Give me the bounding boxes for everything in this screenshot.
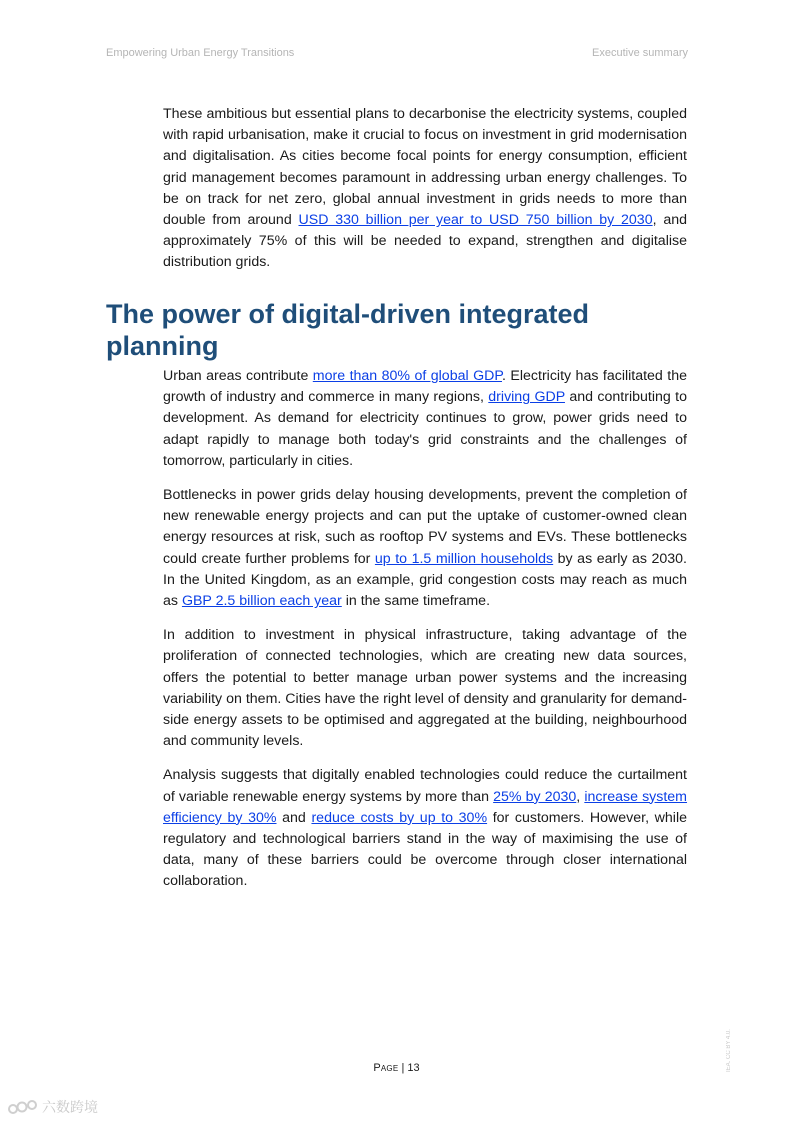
intro-text-1: These ambitious but essential plans to decarbonise the electricity systems, coupled with rapid urbanisation, make it crucial to focus on investment in grid modernisation and digitalisation. As cities become focal points for energy consumption, efficient grid management becomes paramount in addressing urban energy challenges. To be on track for net zero, global annual investment in grids needs to more than double from around — [163, 106, 687, 229]
p2-text-2: by as early as 2030. In the United Kingdom, as an example, grid congestion costs may reach as much as — [163, 550, 687, 610]
intro-paragraph — [163, 104, 687, 274]
link-gbp-congestion-cost[interactable]: GBP 2.5 billion each year — [181, 593, 342, 610]
watermark-text: 六数跨境 — [42, 1099, 98, 1115]
p2-text-3: in the same timeframe. — [341, 593, 491, 610]
p1-text-2: . Electricity has facilitated the growth of industry and commerce in many regions, — [163, 368, 687, 406]
p2-text-1: Bottlenecks in power grids delay housing developments, prevent the completion of new renewable energy projects and can put the uptake of customer-owned clean energy resources at risk, such as rooftop PV systems and EVs. These bottlenecks could create further problems for — [163, 487, 687, 567]
p4-text-4: for customers. However, while regulatory and technological barriers stand in the way of maximising the use of data, many of these barriers could be overcome through closer international collaboration. — [163, 809, 687, 890]
p3-text-1: In addition to investment in physical infrastructure, taking advantage of the proliferation of connected technologies, which are creating new data sources, offers the potential to better manage urban power systems and the increasing variability on them. Cities have the right level of density and granularity for demand-side energy assets to be optimised and aggregated at the building, neighbourhood and community levels. — [163, 627, 687, 750]
section-heading: The power of digital-driven integrated planning — [106, 299, 590, 361]
p4-text-2: , — [576, 788, 585, 805]
license-notice: IEA. CC BY 4.0. — [726, 1029, 732, 1072]
running-header — [106, 47, 688, 59]
watermark — [8, 1097, 98, 1117]
section-body — [163, 366, 687, 893]
watermark-logo-icon — [8, 1098, 38, 1116]
section-paragraph-2 — [163, 485, 687, 612]
link-driving-gdp[interactable]: driving GDP — [488, 389, 565, 406]
link-curtailment-2030[interactable]: 25% by 2030 — [493, 788, 577, 805]
header-section-title: Executive summary — [592, 47, 688, 59]
intro-text-2: , and approximately 75% of this will be needed to expand, strengthen and digitalise distribution grids. — [163, 212, 687, 271]
header-document-title: Empowering Urban Energy Transitions — [106, 47, 295, 59]
p1-text-1: Urban areas contribute — [163, 368, 313, 384]
page-separator: | — [398, 1062, 408, 1074]
section-paragraph-1 — [163, 366, 687, 472]
link-system-efficiency[interactable]: increase system efficiency by 30% — [163, 788, 688, 826]
page-footer — [0, 1062, 793, 1074]
intro-block — [163, 104, 687, 274]
page-number: 13 — [407, 1062, 420, 1074]
link-households[interactable]: up to 1.5 million households — [374, 550, 554, 567]
p1-text-3: and contributing to development. As demand for electricity continues to grow, power grids need to adapt rapidly to manage both today's grid constraints and the challenges of tomorrow, particularly in cities. — [163, 389, 687, 469]
p4-text-3: and — [276, 809, 312, 826]
link-global-gdp[interactable]: more than 80% of global GDP — [312, 368, 503, 384]
link-grid-investment[interactable]: USD 330 billion per year to USD 750 billion by 2030 — [298, 212, 653, 229]
page-label: Page — [373, 1062, 399, 1074]
section-paragraph-3 — [163, 625, 687, 752]
p4-text-1: Analysis suggests that digitally enabled technologies could reduce the curtailment of variable renewable energy systems by more than — [163, 767, 687, 805]
section-paragraph-4 — [163, 765, 687, 892]
link-reduce-costs[interactable]: reduce costs by up to 30% — [311, 809, 488, 826]
